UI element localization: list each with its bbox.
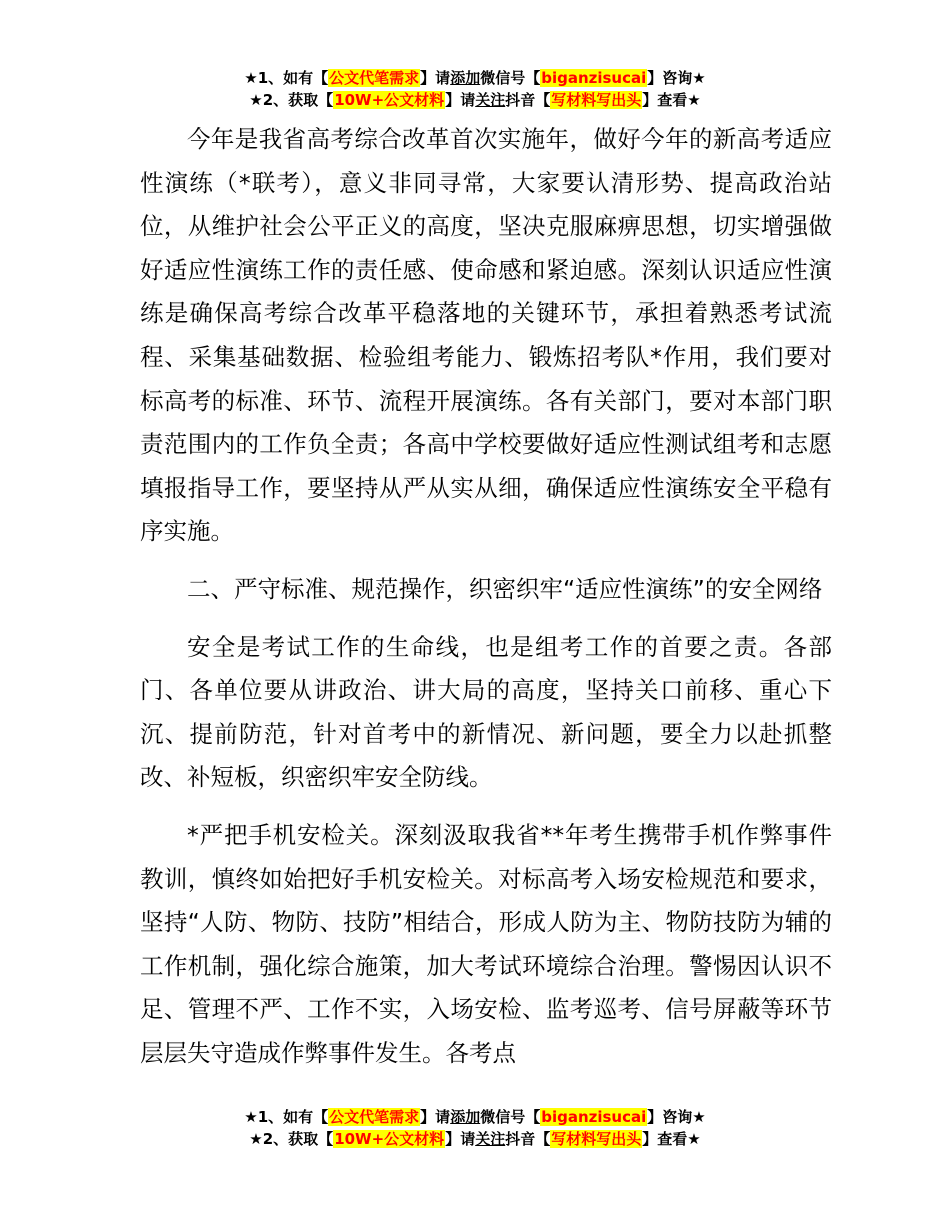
banner-text: 】请 (420, 1108, 451, 1126)
banner-highlight: biganzisucai (541, 1108, 647, 1126)
banner-text: ★2、获取【 (249, 1130, 334, 1148)
paragraph: 今年是我省高考综合改革首次实施年，做好今年的新高考适应性演练（*联考），意义非同寻常，大家要认清形势、提高政治站位，从维护社会公平正义的高度，坚决克服麻痹思想，切实增强做好适应性演练工作的责任感、使命感和紧迫感。深刻认识适应性演练是确保高考综合改革平稳落地的关键环节，承担着熟悉考试流程、采集基础数据、检验组考能力、锻炼招考队*作用，我们要对标高考的标准、环节、流程开展演练。各有关部门，要对本部门职责范围内的工作负全责；各高中学校要做好适应性测试组考和志愿填报指导工作，要坚持从严从实从细，确保适应性演练安全平稳有序实施。 (140, 125, 832, 546)
banner-text: ★1、如有【 (244, 69, 329, 87)
banner-highlight: 10W+公文材料 (334, 91, 445, 109)
section-heading: 二、严守标准、规范操作，织密织牢“适应性演练”的安全网络 (187, 574, 823, 603)
banner-line-2 (0, 1128, 950, 1150)
paragraph: 安全是考试工作的生命线，也是组考工作的首要之责。各部门、各单位要从讲政治、讲大局的高度，坚持关口前移、重心下沉、提前防范，针对首考中的新情况、新问题，要全力以赴抓整改、补短板，织密织牢安全防线。 (140, 632, 832, 792)
banner-underline: 关注 (475, 91, 506, 109)
paragraph: *严把手机安检关。深刻汲取我省**年考生携带手机作弊事件教训，慎终如始把好手机安检关。对标高考入场安检规范和要求，坚持“人防、物防、技防”相结合，形成人防为主、物防技防为辅的工作机制，强化综合施策，加大考试环境综合治理。警惕因认识不足、管理不严、工作不实，入场安检、监考巡考、信号屏蔽等环节层层失守造成作弊事件发生。各考点 (140, 820, 832, 1067)
banner-underline: 关注 (475, 1130, 506, 1148)
banner-text: 】查看★ (642, 91, 701, 109)
banner-highlight: 写材料写出头 (551, 91, 642, 109)
banner-highlight: 写材料写出头 (551, 1130, 642, 1148)
banner-text: 抖音【 (505, 91, 551, 109)
banner-text: 微信号【 (480, 69, 541, 87)
banner-highlight: 10W+公文材料 (334, 1130, 445, 1148)
banner-underline: 添加 (450, 69, 481, 87)
footer-banner (0, 1106, 950, 1150)
banner-text: 】查看★ (642, 1130, 701, 1148)
banner-highlight: biganzisucai (541, 69, 647, 87)
banner-text: 】咨询★ (647, 1108, 706, 1126)
banner-line-1 (0, 1106, 950, 1128)
document-body (140, 118, 832, 1075)
banner-line-1 (0, 67, 950, 89)
banner-line-2 (0, 89, 950, 111)
banner-text: 抖音【 (505, 1130, 551, 1148)
banner-text: 】请 (420, 69, 451, 87)
banner-highlight: 公文代笔需求 (329, 1108, 420, 1126)
banner-text: ★1、如有【 (244, 1108, 329, 1126)
header-banner (0, 67, 950, 111)
banner-text: 】请 (445, 1130, 476, 1148)
banner-highlight: 公文代笔需求 (329, 69, 420, 87)
banner-underline: 添加 (450, 1108, 481, 1126)
banner-text: 微信号【 (480, 1108, 541, 1126)
banner-text: 】咨询★ (647, 69, 706, 87)
banner-text: 】请 (445, 91, 476, 109)
banner-text: ★2、获取【 (249, 91, 334, 109)
